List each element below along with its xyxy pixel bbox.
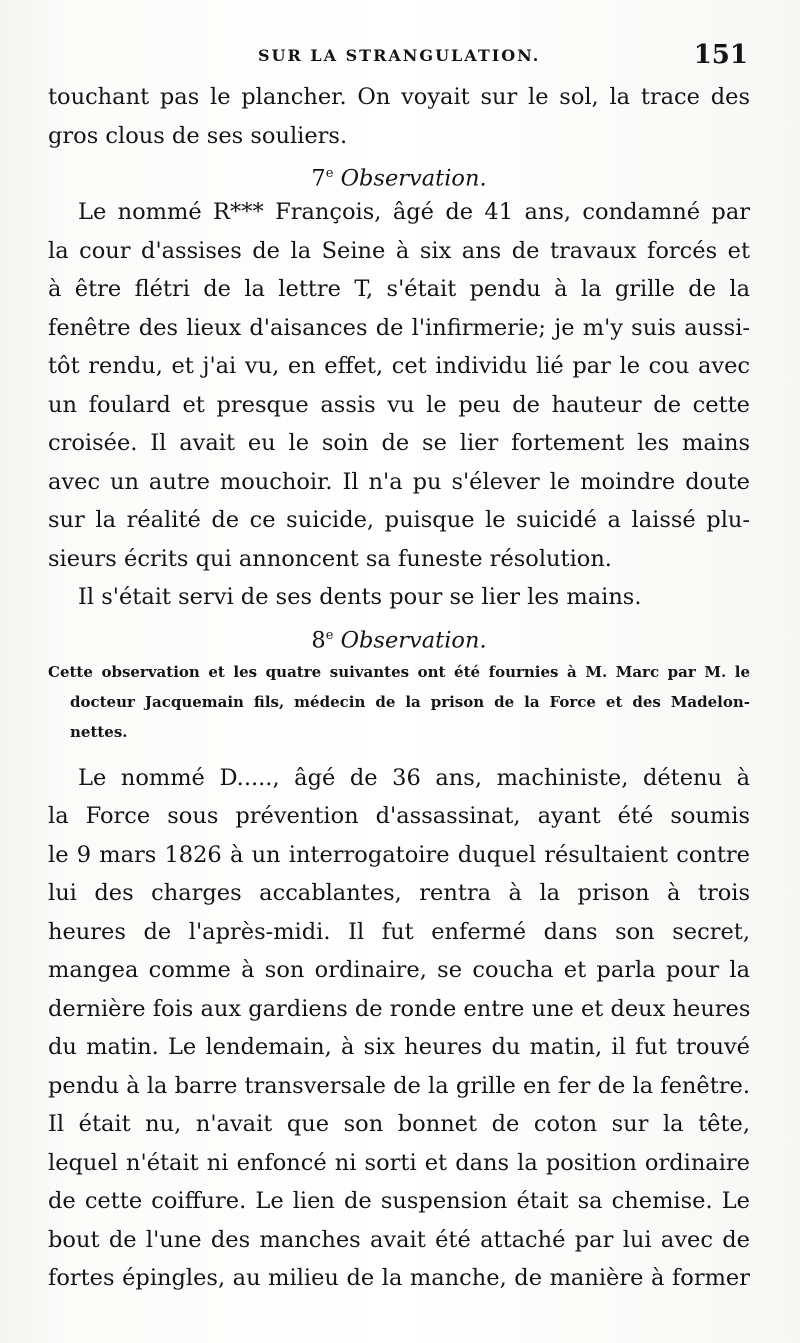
- text-line: du matin. Le lendemain, à six heures du matin, il fut trouvé: [48, 1034, 750, 1060]
- text-line: à être flétri de la lettre T, s'était pendu à la grille de la: [48, 276, 750, 302]
- heading-number: 7: [311, 165, 326, 192]
- text-line: la cour d'assises de la Seine à six ans de travaux forcés et: [48, 237, 750, 264]
- running-title: SUR LA STRANGULATION.: [258, 46, 541, 65]
- text-line: bout de l'une des manches avait été attaché par lui avec de: [48, 1226, 750, 1253]
- text-line: fortes épingles, au milieu de la manche, de manière à former: [48, 1265, 750, 1291]
- text-line: de cette coiffure. Le lien de suspension était sa chemise. Le: [48, 1188, 750, 1214]
- note-line: docteur Jacquemain fils, médecin de la prison de la Force et des Madelon-: [70, 692, 750, 711]
- text-line: un foulard et presque assis vu le peu de hauteur de cette: [48, 391, 750, 418]
- heading-title: Observation.: [340, 165, 487, 192]
- text-line: touchant pas le plancher. On voyait sur le sol, la trace des: [48, 84, 750, 110]
- text-line: tôt rendu, et j'ai vu, en effet, cet individu lié par le cou avec: [48, 353, 750, 379]
- text-line: avec un autre mouchoir. Il n'a pu s'élever le moindre doute: [48, 468, 750, 495]
- observation-7-paragraph: [48, 193, 750, 617]
- text-line: la Force sous prévention d'assassinat, ayant été soumis: [48, 803, 750, 829]
- heading-superscript: e: [325, 166, 334, 181]
- observation-8-heading: [48, 617, 750, 655]
- text-line: gros clous de ses souliers.: [48, 122, 348, 149]
- text-line: Le nommé R*** François, âgé de 41 ans, condamné par: [78, 199, 750, 225]
- text-line: croisée. Il avait eu le soin de se lier fortement les mains: [48, 430, 750, 456]
- text-line: Il s'était servi de ses dents pour se lier les mains.: [78, 584, 642, 610]
- observation-8-paragraph: [48, 759, 750, 1298]
- text-line: heures de l'après-midi. Il fut enfermé dans son secret,: [48, 918, 750, 945]
- text-line: Il était nu, n'avait que son bonnet de coton sur la tête,: [48, 1111, 750, 1137]
- text-line: mangea comme à son ordinaire, se coucha et parla pour la: [48, 957, 750, 983]
- text-line: dernière fois aux gardiens de ronde entre une et deux heures: [48, 995, 750, 1022]
- note-line: nettes.: [70, 722, 128, 741]
- observation-7-heading: [48, 155, 750, 193]
- page-number: 151: [693, 40, 748, 70]
- observation-8-note: [48, 657, 750, 747]
- heading-title: Observation.: [340, 627, 487, 653]
- text-line: pendu à la barre transversale de la grille en fer de la fenêtre.: [48, 1072, 750, 1099]
- text-line: sur la réalité de ce suicide, puisque le suicidé a laissé plu-: [48, 507, 750, 533]
- heading-superscript: e: [325, 627, 334, 643]
- text-line: lequel n'était ni enfoncé ni sorti et dans la position ordinaire: [48, 1149, 750, 1176]
- heading-number: 8: [311, 627, 326, 653]
- page-header: [48, 40, 748, 74]
- text-line: sieurs écrits qui annoncent sa funeste résolution.: [48, 545, 612, 572]
- text-line: le 9 mars 1826 à un interrogatoire duquel résultaient contre: [48, 841, 750, 868]
- note-line: Cette observation et les quatre suivantes ont été fournies à M. Marc par M. le: [48, 662, 750, 681]
- main-text: [48, 78, 750, 1298]
- text-line: fenêtre des lieux d'aisances de l'infirmerie; je m'y suis aussi-: [48, 314, 750, 341]
- text-line: Le nommé D....., âgé de 36 ans, machiniste, détenu à: [78, 764, 750, 791]
- text-line: lui des charges accablantes, rentra à la prison à trois: [48, 880, 750, 906]
